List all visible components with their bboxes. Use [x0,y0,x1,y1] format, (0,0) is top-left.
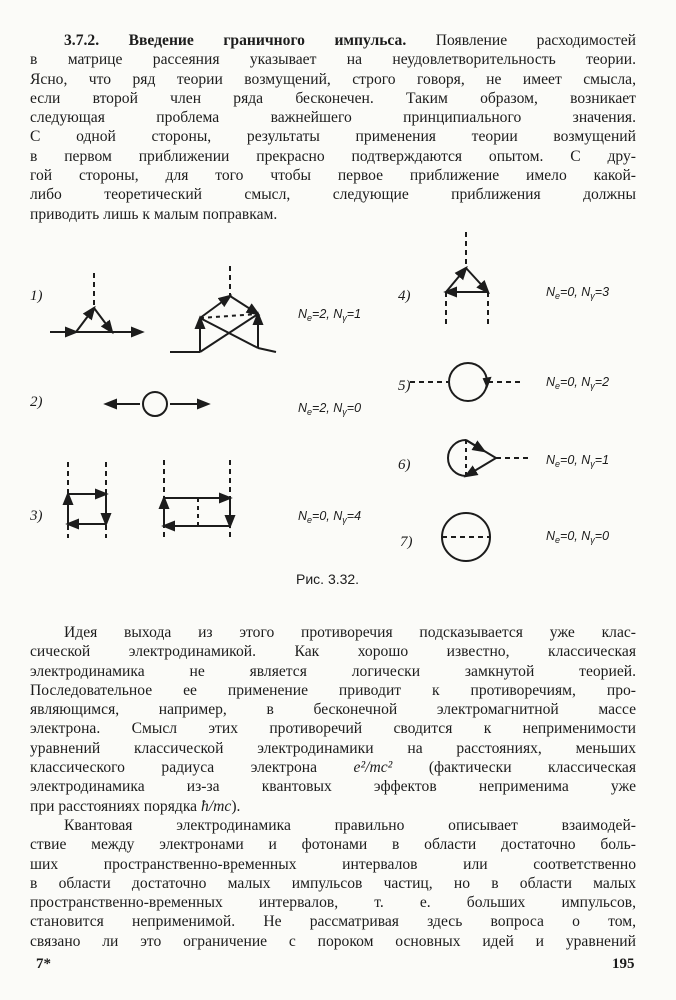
text-line: Ясно, что ряд теории возмущений, строго говоря, не имеет смысла, [30,70,636,88]
text-line: Квантовая электродинамика правильно описывает взаимодей- [64,817,636,834]
text-line: Последовательное ее применение приводит к противоречиям, про- [30,681,636,699]
text-line: приводить лишь к малым поправкам. [30,205,278,223]
feynman-diagrams-figure [0,228,676,608]
diagram-3b [164,460,230,540]
text-line: сической электродинамикой. Как хорошо известно, классическая [30,643,636,661]
formula: ħ/mc [201,797,232,815]
diagram-label: 2) [30,394,43,410]
text-line: ших пространственно-временных интервалов или соответственно [30,855,636,873]
text-line: связано ли это ограничение с пороком основных идей и уравнений [30,932,636,950]
text-line: электродинамика из-за квантовых эффектов неприменима уже [30,778,636,796]
text-line: уравнений классической электродинамики на расстояниях, меньших [30,739,636,757]
paragraph-2 [30,623,636,816]
diagram-label: 4) [398,288,411,304]
count-label: $N_e=0$, $N_\gamma=2$ [546,375,610,391]
text-line: если второй член ряда бесконечен. Таким образом, возникает [30,89,636,107]
text-line: пространственно-временных интервалов, т. е. больших импульсов, [30,894,636,912]
diagram-3a [68,462,106,538]
section-heading: 3.7.2. Введение граничного импульса. [64,32,407,49]
text-line: ствие между электронами и фотонами в области достаточно боль- [30,836,636,854]
section-paragraph [30,31,636,224]
count-label: $N_e=0$, $N_\gamma=4$ [298,509,362,525]
diagram-7 [442,513,490,561]
text-line: в области достаточно малых импульсов частиц, но в области малых [30,874,636,892]
text-line: электродинамика не является логически замкнутой теорией. [30,662,636,680]
diagram-label: 6) [398,457,411,473]
signature-mark: 7* [36,956,51,972]
count-label: $N_e=2$, $N_\gamma=0$ [298,401,362,417]
diagram-5 [410,363,524,401]
text-line: 3.7.2. Введение граничного импульса. Появление расходимостей [64,32,637,49]
text-line: в первом приближении прекрасно подтверждаются опытом. С дру- [30,147,636,165]
text-line: С одной стороны, результаты применения теории возмущений [30,128,636,146]
page-number: 195 [612,956,635,972]
count-label: $N_e=0$, $N_\gamma=0$ [546,529,610,545]
text-line: следующая проблема важнейшего принципиального значения. [30,109,636,127]
text-line: становится неприменимой. Не рассматривая здесь вопроса о том, [30,913,636,931]
diagram-label: 1) [30,288,43,304]
text-line: либо теоретический смысл, следующие приближения должны [30,186,636,204]
text-line: являющимся, например, в бесконечной электромагнитной массе [30,701,636,719]
text-line: при расстояниях порядка ħ/mc). [30,797,241,815]
paragraph-3 [30,816,636,951]
text-line: в матрице рассеяния указывает на неудовлетворительность теории. [30,51,636,69]
text-line: Идея выхода из этого противоречия подсказывается уже клас- [64,624,636,641]
count-label: $N_e=0$, $N_\gamma=1$ [546,453,610,469]
diagram-4 [446,232,488,326]
count-label: $N_e=2$, $N_\gamma=1$ [298,307,362,323]
diagram-label: 5) [398,378,411,394]
diagram-1b [170,266,276,352]
diagram-label: 7) [400,534,413,550]
diagram-1a [50,273,142,332]
text-line: гой стороны, для того чтобы первое приближение имело какой- [30,167,636,185]
formula: e²/mc² [353,759,393,777]
text-line: классического радиуса электрона e²/mc² (фактически классическая [30,759,637,777]
diagram-2 [106,392,208,416]
diagram-label: 3) [30,508,43,524]
count-label: $N_e=0$, $N_\gamma=3$ [546,285,610,301]
diagram-6 [448,440,530,476]
figure-caption: Рис. 3.32. [296,571,360,587]
text-line: электрона. Смысл этих противоречий сводится к неприменимости [30,720,636,738]
